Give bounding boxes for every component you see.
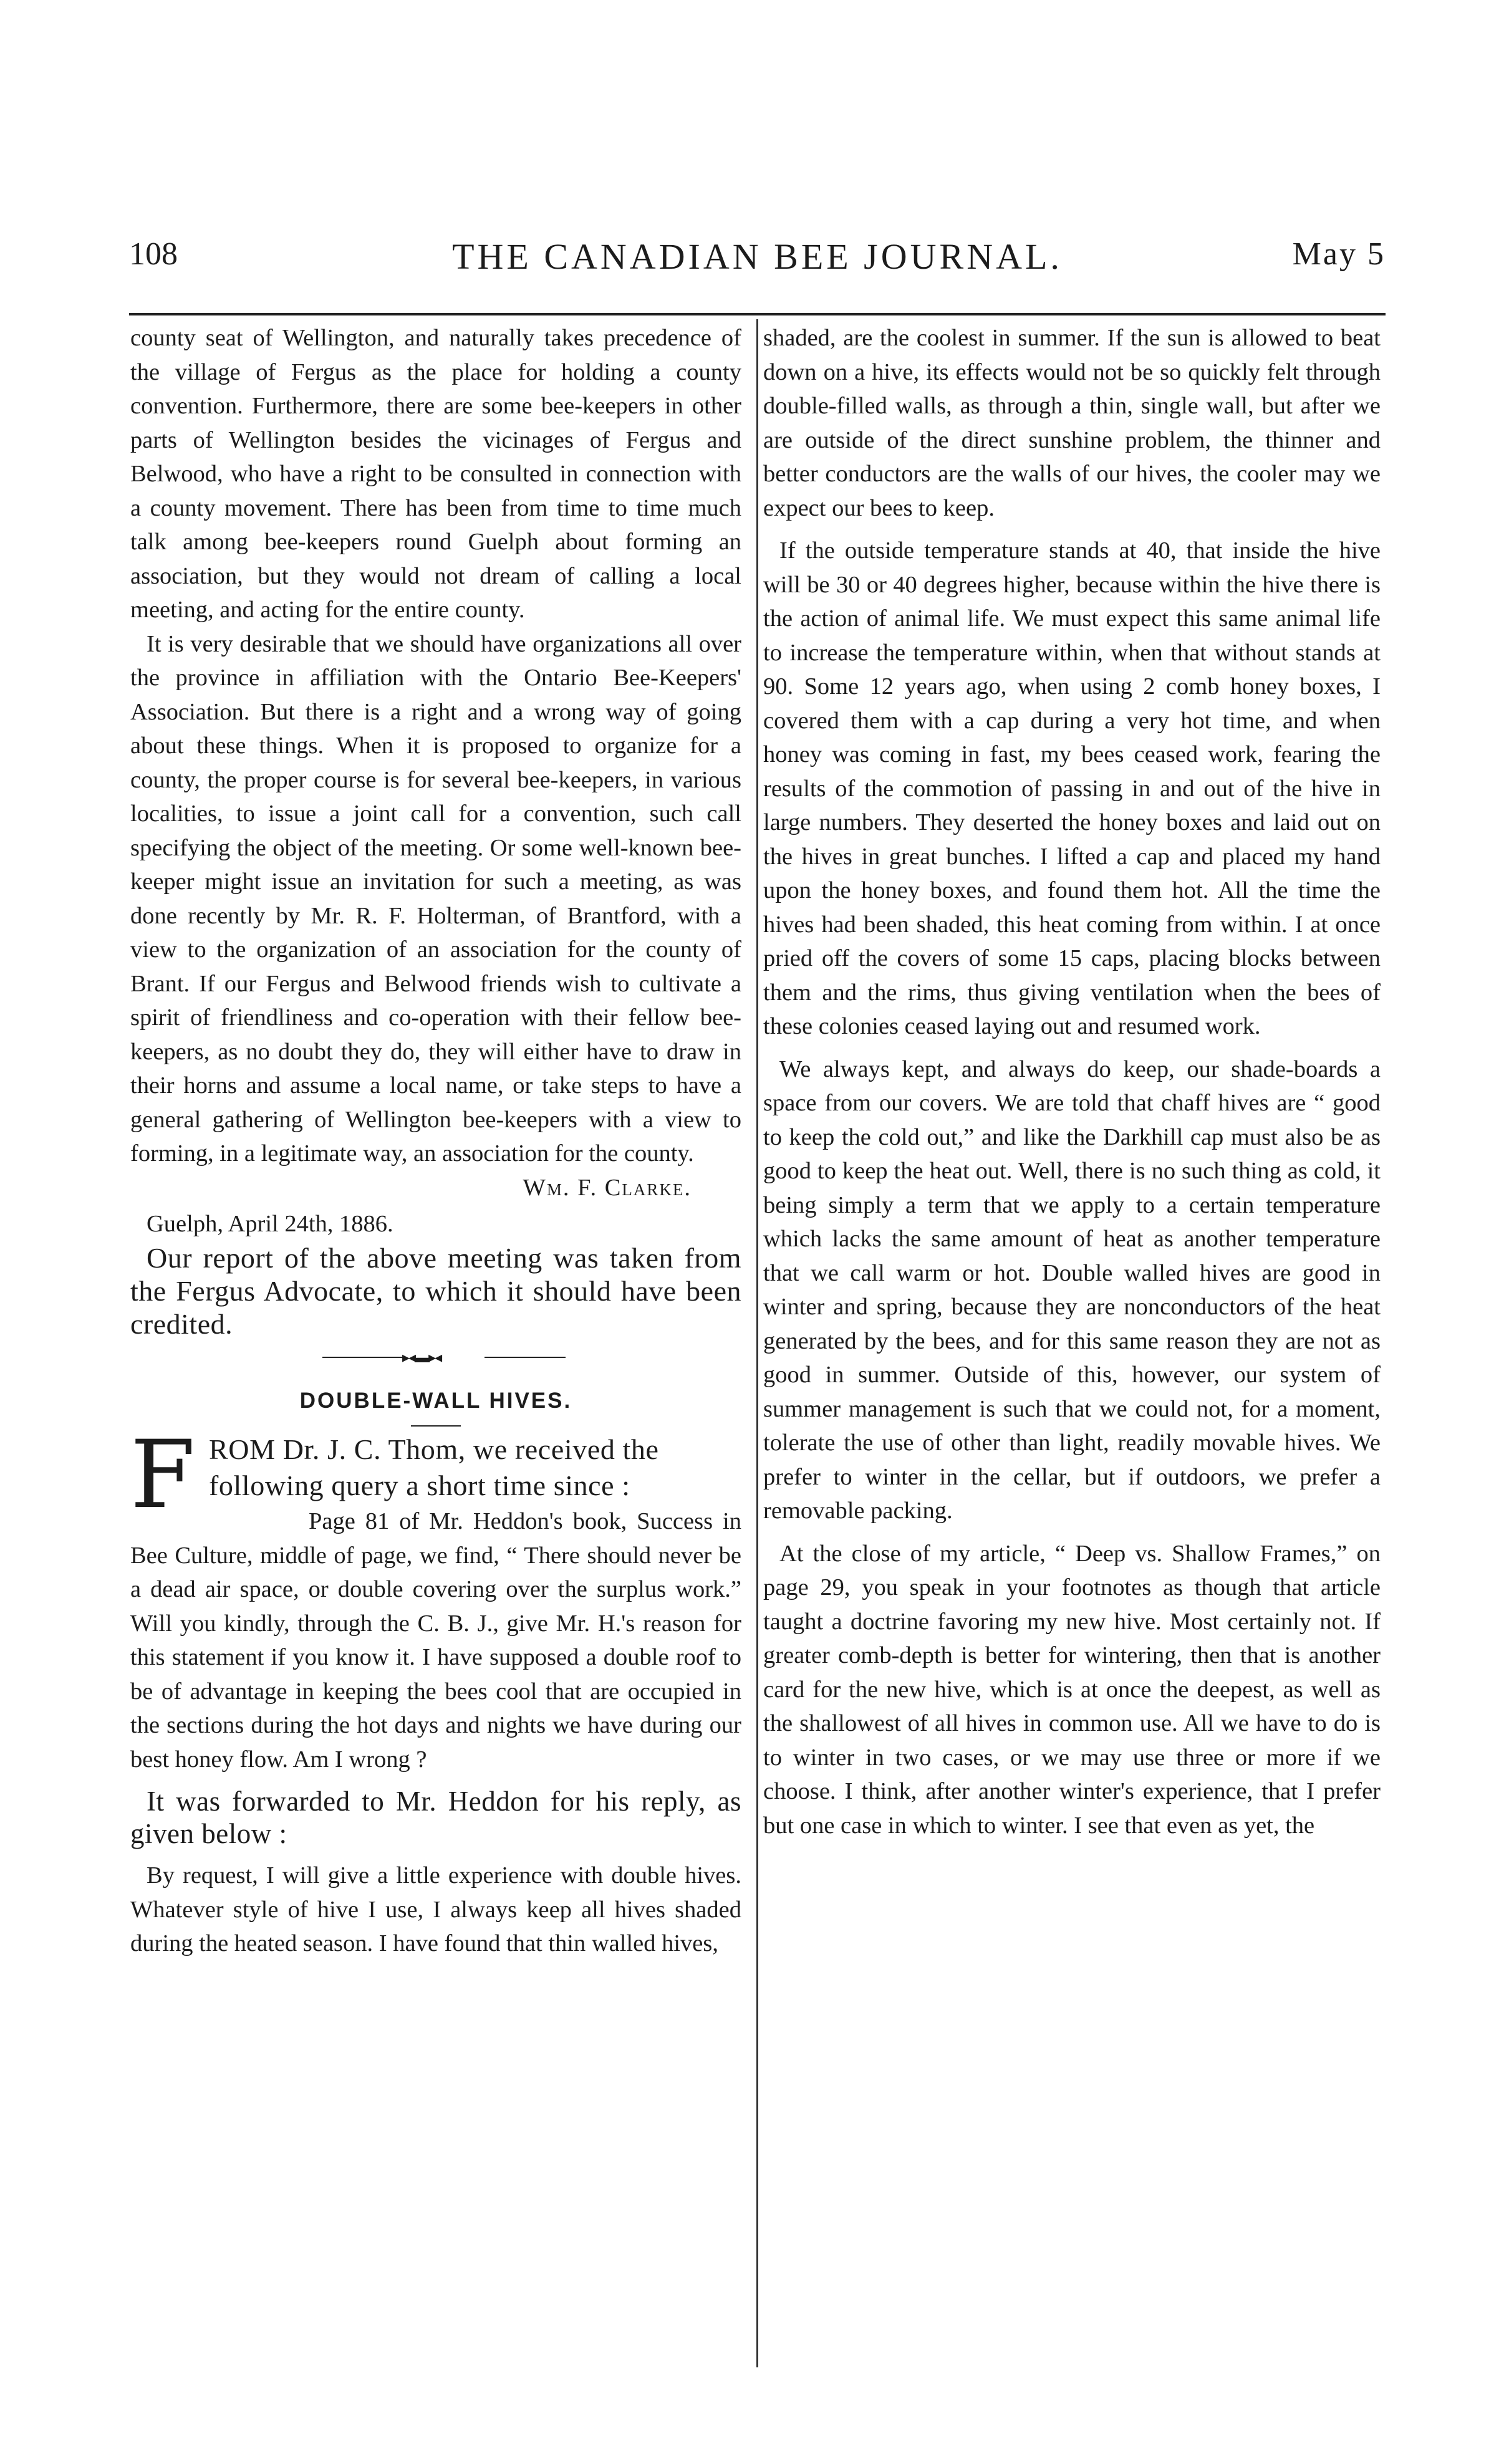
section-ornament: ▸◂▬▸◂ [130,1347,741,1368]
paragraph: At the close of my article, “ Deep vs. Shallow Frames,” on page 29, you speak in your footnotes as though that article taught a doctrine favoring my new hive. Most certainly not. If greater comb-depth is better for wintering, then that is another card for the new hive, which is at once the deepest, as well as the shallowest of all hives in common use. All we have to do is to winter in two cases, or we may use three or more if we choose. I think, after another winter's experience, that I prefer but one case in which to winter. I see that even as yet, the [763,1540,1381,1839]
lead-paragraph [130,1421,741,1529]
issue-date: May 5 [1292,236,1386,272]
paragraph: county seat of Wellington, and naturally takes precedence of the village of Fergus as the place for holding a county convention. Furthermore, there are some bee-keepers in other parts of Wellington besides the vicinages of Fergus and Belwood, who have a right to be consulted in connection with a county movement. There has been from time to time much talk among bee-keepers round Guelph about forming an association, but they would not dream of calling a local meeting, and acting for the entire county. [130,325,741,623]
page-number: 108 [129,236,178,272]
heading-rule [411,1425,461,1427]
right-column [763,321,1381,1842]
drop-cap: F [130,1421,196,1529]
paragraph: shaded, are the coolest in summer. If the sun is allowed to beat down on a hive, its effects would not be so quickly felt through double-filled walls, as through a thin, single wall, but after we are outside of the direct sunshine problem, the thinner and better conductors are the walls of our hives, the cooler may we expect our bees to keep. [763,325,1381,521]
paragraph: By request, I will give a little experience with double hives. Whatever style of hive I use, I always keep all hives shaded during the heated season. I have found that thin walled hives, [130,1862,741,1956]
journal-title: THE CANADIAN BEE JOURNAL. [452,236,1063,277]
paragraph: It is very desirable that we should have organizations all over the province in affiliation with the Ontario Bee-Keepers' Association. But there is a right and a wrong way of going about these things. When it is proposed to organize for a county, the proper course is for several bee-keepers, in various localities, to issue a joint call for a convention, such call specifying the object of the meeting. Or some well-known bee-keeper might issue an invitation for such a meeting, as was done recently by Mr. R. F. Holterman, of Brantford, with a view to the organization of an association for the county of Brant. If our Fergus and Belwood friends wish to cultivate a spirit of friendliness and co-operation with their fellow bee-keepers, as no doubt they do, they will either have to draw in their horns and assume a local name, or take steps to have a general gathering of Wellington bee-keepers with a view to forming, in a legitimate way, an association for the county. [130,630,741,1167]
place-date: Guelph, April 24th, 1886. [147,1211,393,1237]
signature: Wm. F. Clarke. [523,1174,692,1201]
header-rule [129,313,1386,315]
lead-text: ROM Dr. J. C. Thom, we received the following query a short time since : [209,1433,659,1501]
paragraph: We always kept, and always do keep, our shade-boards a space from our covers. We are told that chaff hives are “ good to keep the cold out,” and like the Darkhill cap must also be as good to keep the heat out. Well, there is no such thing as cold, it being simply a term that we apply to a certain temperature which lacks the same amount of heat as another temperature that we call warm or hot. Double walled hives are good in winter and spring, because they are nonconductors of the heat generated by the bees, and for this same reason they are not as good in summer. Outside of this, however, our system of summer management is such that we could not, for a moment, tolerate the use of other than light, readily movable hives. We prefer to winter in the cellar, but if outdoors, we prefer a removable packing. [763,1056,1381,1524]
forward-note: It was forwarded to Mr. Heddon for his reply, as given below : [130,1786,741,1849]
editor-note: Our report of the above meeting was taken from the Fergus Advocate, to which it should have been credited. [130,1241,741,1340]
query-paragraph: Page 81 of Mr. Heddon's book, Success in Bee Culture, middle of page, we find, “ There should never be a dead air space, or double covering over the surplus work.” Will you kindly, through the C. B. J., give Mr. H.'s reason for this statement if you know it. I have supposed a double roof to be of advantage in keeping the bees cool that are occupied in the sections during the hot days and nights we have during our best honey flow. Am I wrong ? [130,1508,741,1773]
section-heading: DOUBLE-WALL HIVES. [299,1388,572,1413]
column-divider [756,319,758,2367]
left-column [130,321,741,1961]
paragraph: If the outside temperature stands at 40, that inside the hive will be 30 or 40 degrees higher, because within the hive there is the action of animal life. We must expect this same animal life to increase the temperature within, when that without stands at 90. Some 12 years ago, when using 2 comb honey boxes, I covered them with a cap during a very hot time, and when honey was coming in fast, my bees ceased work, fearing the results of the commotion of passing in and out of the hive in large numbers. They deserted the honey boxes and laid out on the hives in great bunches. I lifted a cap and placed my hand upon the honey boxes, and found them hot. All the time the hives had been shaded, this heat coming from within. I at once pried off the covers of some 15 caps, placing blocks between them and the rims, thus giving ventilation when the bees of these colonies ceased laying out and resumed work. [763,537,1381,1039]
page-header [129,236,1386,286]
